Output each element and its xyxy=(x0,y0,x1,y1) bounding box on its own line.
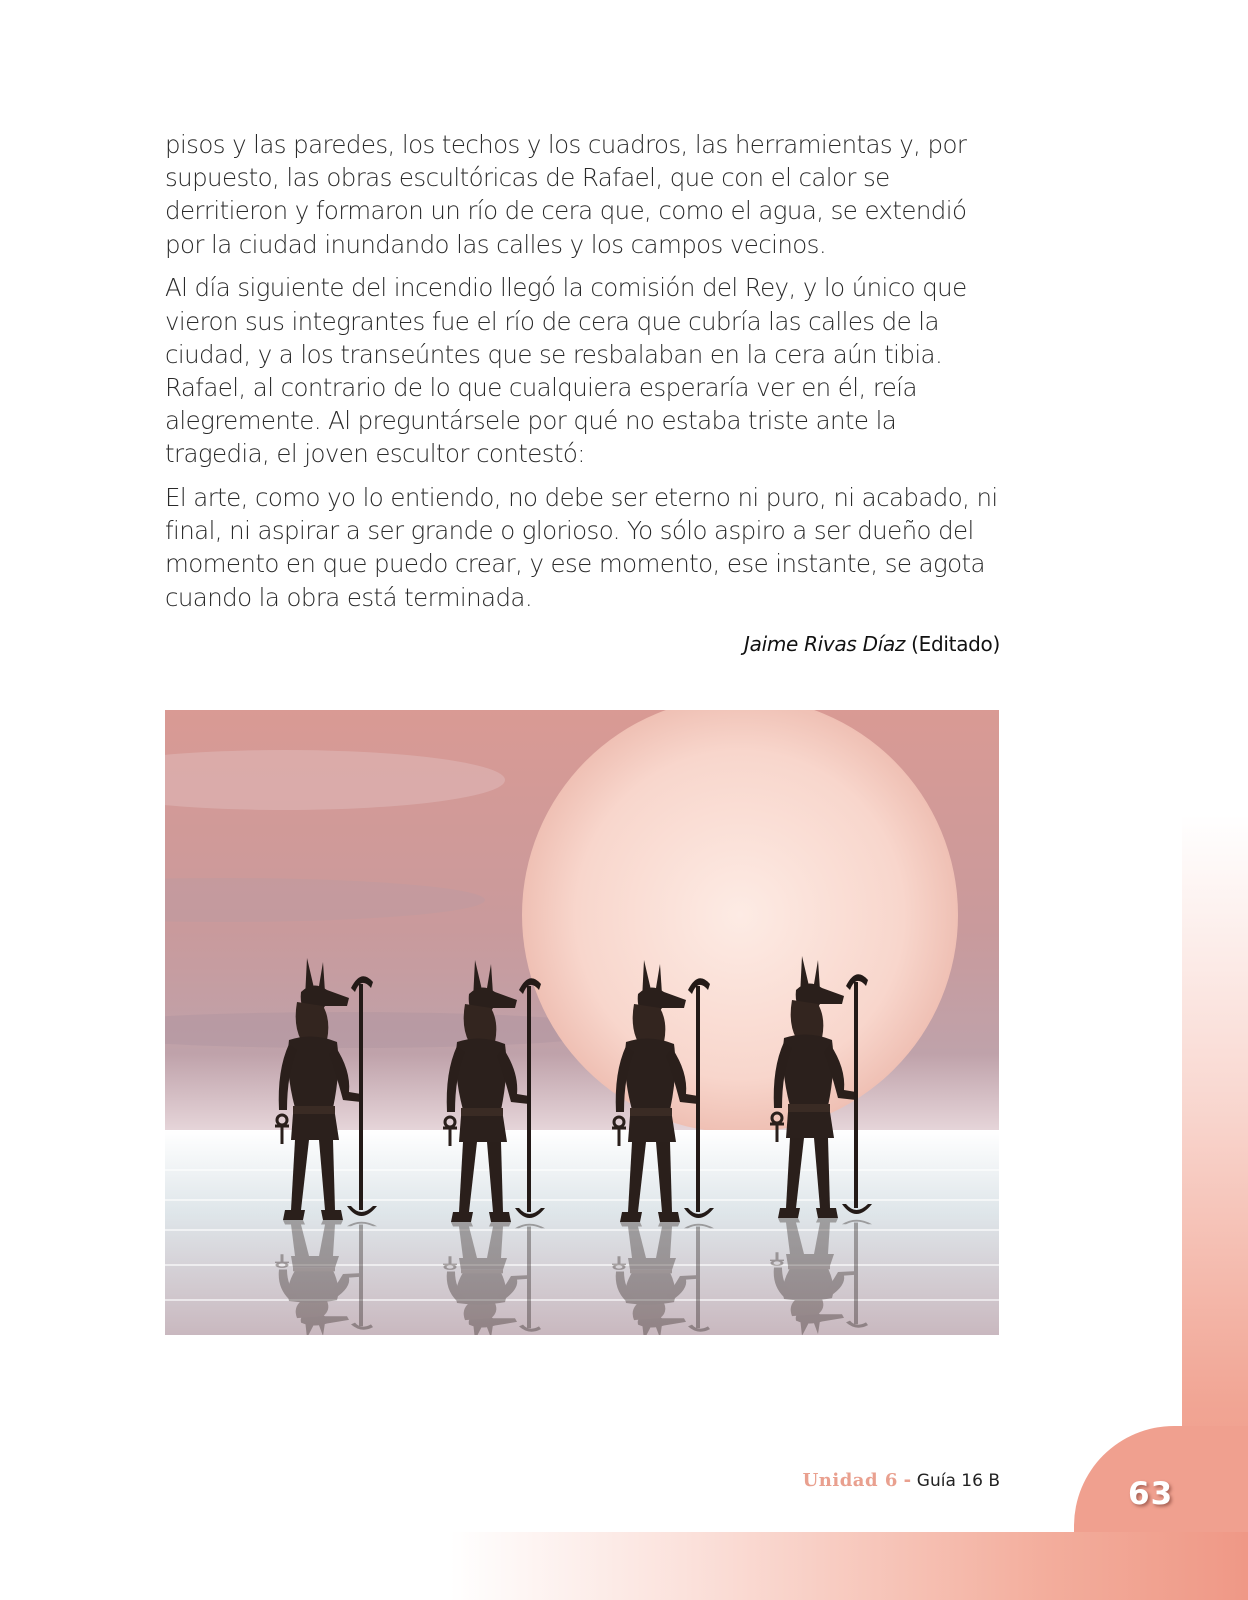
guide-label: Guía 16 B xyxy=(916,1471,1000,1491)
footer-label xyxy=(803,1470,1000,1491)
decorative-bottom-bar xyxy=(450,1532,1248,1600)
footer-separator: - xyxy=(903,1470,912,1491)
paragraph-1: pisos y las paredes, los techos y los cuadros, las herramientas y, por supuesto, las obras escultóricas de Rafael, que con el calor se derritieron y formaron un río de cera que, como el agua, se extendió por la ciudad inundando las calles y los campos vecinos. xyxy=(165,130,967,259)
author-name: Jaime Rivas Díaz xyxy=(744,632,906,656)
unit-label: Unidad 6 xyxy=(802,1470,898,1491)
attribution xyxy=(744,632,1000,656)
paragraph-2: Al día siguiente del incendio llegó la comisión del Rey, y lo único que vieron sus integrantes fue el río de cera que cubría las calles de la ciudad, y a los transeúntes que se resbalaban en la cera aún tibia. Rafael, al contrario de lo que cualquiera esperaría ver en él, reía alegremente. Al preguntársele por qué no estaba triste ante la tragedia, el joven escultor contestó: xyxy=(165,273,967,469)
edited-note: (Editado) xyxy=(911,632,1000,656)
story-text xyxy=(165,128,1000,624)
page-number: 63 xyxy=(1128,1476,1174,1512)
paragraph-3: El arte, como yo lo entiendo, no debe ser eterno ni puro, ni acabado, ni final, ni aspirar a ser grande o glorioso. Yo sólo aspiro a ser dueño del momento en que puedo crear, y ese momento, ese instante, se agota cuando la obra está terminada. xyxy=(165,483,998,612)
anubis-statues-illustration xyxy=(165,710,999,1335)
